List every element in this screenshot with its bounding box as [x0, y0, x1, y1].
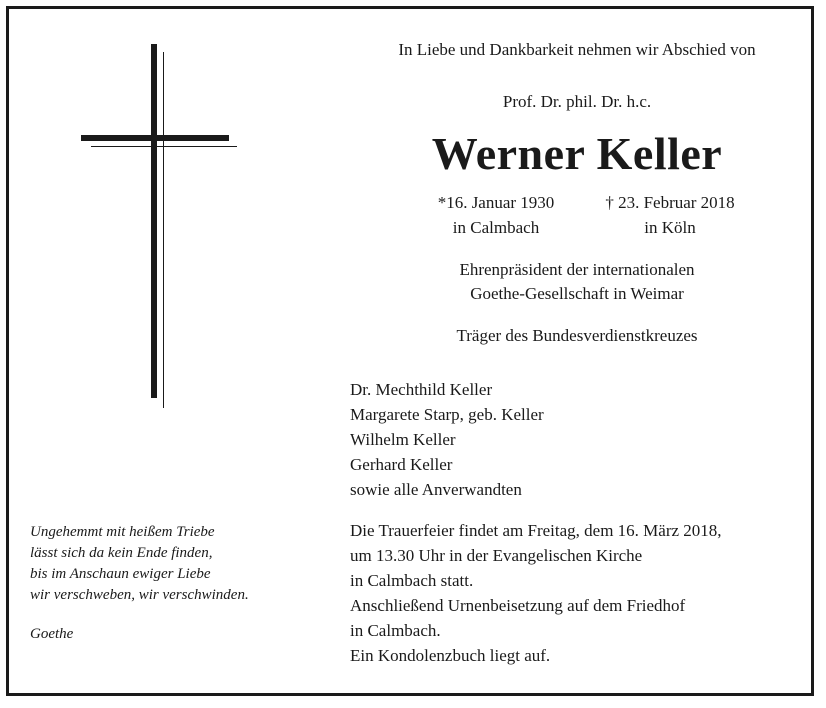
mourner-name: sowie alle Anverwandten [350, 480, 522, 499]
mourner-name: Dr. Mechthild Keller [350, 380, 493, 399]
funeral-line: in Calmbach statt. [350, 571, 474, 590]
poem-line: wir verschweben, wir verschwinden. [30, 587, 249, 603]
death-place: in Köln [644, 218, 696, 237]
poem-line: lässt sich da kein Ende finden, [30, 545, 213, 561]
intro-text: In Liebe und Dankbarkeit nehmen wir Abschied von [398, 40, 756, 59]
funeral-line: Anschließend Urnenbeisetzung auf dem Friedhof [350, 596, 686, 615]
birth-date: *16. Januar 1930 [437, 193, 555, 212]
funeral-line: Ein Kondolenzbuch liegt auf. [350, 646, 551, 665]
funeral-line: in Calmbach. [350, 621, 441, 640]
birth-place: in Calmbach [452, 218, 540, 237]
honor-line: Goethe-Gesellschaft in Weimar [470, 284, 684, 303]
funeral-line: Die Trauerfeier findet am Freitag, dem 16. März 2018, [350, 521, 722, 540]
honor-line: Ehrenpräsident der internationalen [459, 260, 695, 279]
funeral-line: um 13.30 Uhr in der Evangelischen Kirche [350, 546, 643, 565]
honor-line: Träger des Bundesverdienstkreuzes [456, 326, 698, 345]
death-date: † 23. Februar 2018 [605, 193, 735, 212]
poem-line: bis im Anschaun ewiger Liebe [30, 566, 211, 582]
deceased-name: Werner Keller [431, 128, 723, 179]
title-prefix: Prof. Dr. phil. Dr. h.c. [502, 92, 652, 111]
mourner-name: Margarete Starp, geb. Keller [350, 405, 544, 424]
poem-line: Ungehemmt mit heißem Triebe [30, 524, 215, 540]
poem-author: Goethe [30, 626, 74, 642]
mourner-name: Gerhard Keller [350, 455, 453, 474]
mourner-name: Wilhelm Keller [350, 430, 456, 449]
